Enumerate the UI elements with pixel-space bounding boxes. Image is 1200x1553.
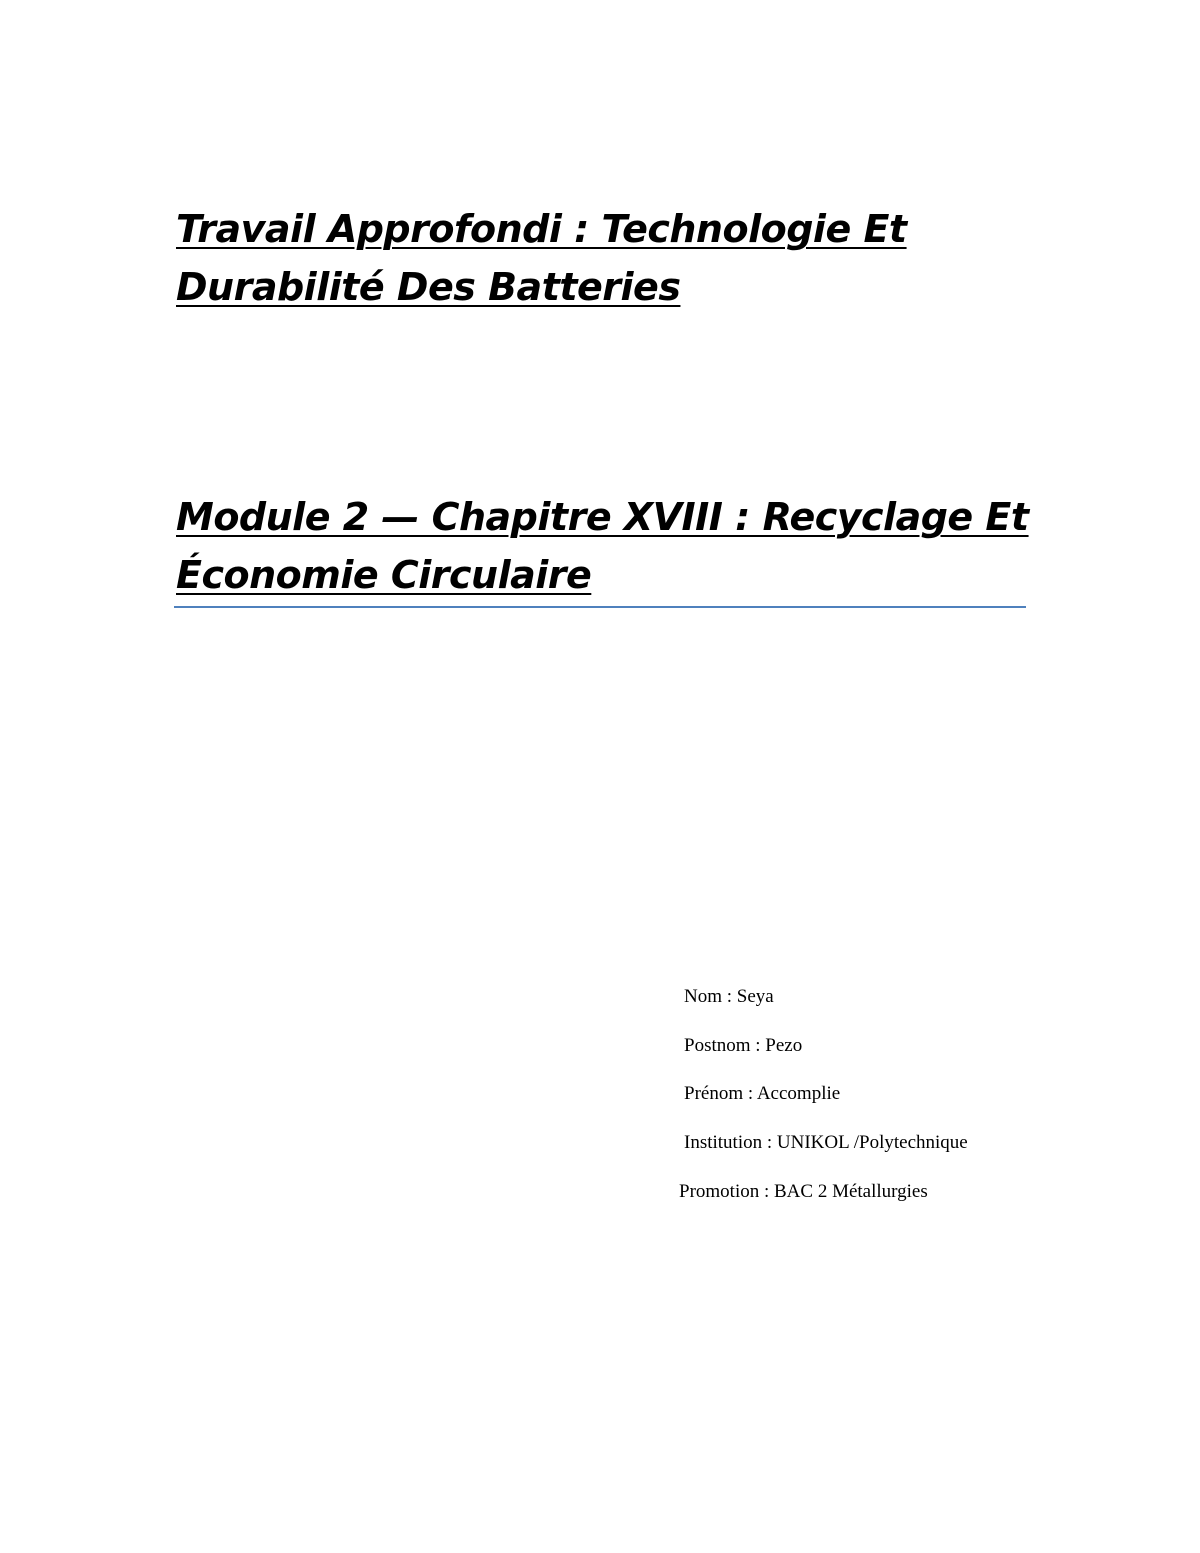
document-title-line-1: Travail Approfondi : Technologie Et (176, 207, 907, 251)
student-firstname: Prénom : Accomplie (684, 1083, 841, 1104)
student-institution: Institution : UNIKOL /Polytechnique (684, 1132, 968, 1153)
chapter-title-line-1: Module 2 — Chapitre XVIII : Recyclage Et (176, 495, 1029, 539)
student-promotion: Promotion : BAC 2 Métallurgies (679, 1181, 928, 1202)
document-title (176, 200, 1036, 316)
student-postname: Postnom : Pezo (684, 1035, 803, 1056)
document-title-line-2: Durabilité Des Batteries (176, 265, 681, 309)
chapter-title-line-2: Économie Circulaire (176, 553, 592, 597)
title-divider (174, 606, 1026, 608)
chapter-title (176, 488, 1036, 604)
student-name: Nom : Seya (684, 986, 774, 1007)
